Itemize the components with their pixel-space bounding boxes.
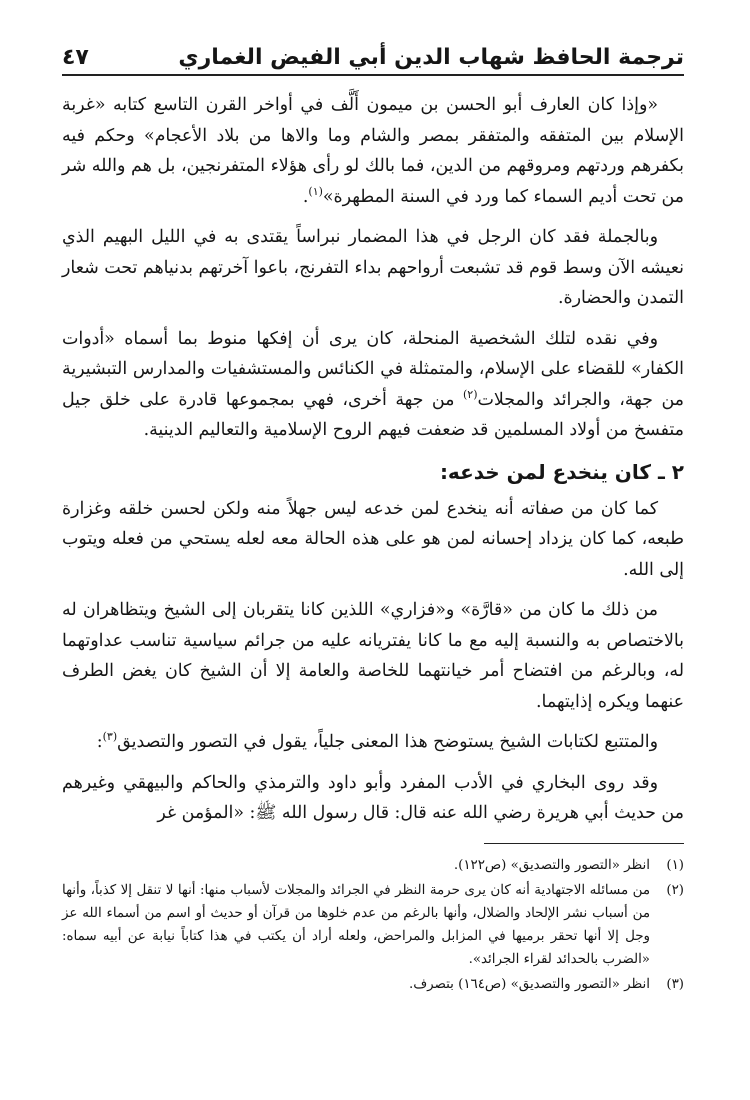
section-heading: ٢ ـ كان ينخدع لمن خدعه:	[439, 459, 684, 484]
paragraph-quote-ibn-maimun	[62, 90, 684, 212]
footnote-text: انظر «التصور والتصديق» (ص١٢٢).	[453, 857, 650, 873]
paragraph-character: كما كان من صفاته أنه ينخدع لمن خدعه ليس جهلاً منه ولكن لحسن خلقه وغزارة طبعه، كما كان يزداد إحسانه لمن هو على هذه الحالة معه لعله يستحي من فعله ويتوب إلى الله.	[62, 498, 684, 580]
paragraph-text: «وإذا كان العارف أبو الحسن بن ميمون أَلَّف في أواخر القرن التاسع كتابه «غربة الإسلام بين المتفقه والمتفقر بمصر والشام وما والاها من بلاد الأعجام» وحكم فيه بكفرهم وردتهم ومروقهم من الدين، فما بالك لو رأى هؤلاء المتفرنجين، بل هم والله شر من تحت أديم السماء كما ورد في السنة المطهرة»	[62, 95, 684, 207]
paragraph-text: والمتتبع لكتابات الشيخ يستوضح هذا المعنى جلياً، يقول في التصور والتصديق	[117, 732, 658, 752]
page-body	[62, 90, 684, 829]
footnote-2	[62, 879, 684, 971]
footnote-ref-3: (٣)	[102, 730, 118, 744]
paragraph-followup	[62, 727, 684, 758]
paragraph-text-cont: من جهة أخرى، فهي بمجموعها قادرة على خلق جيل متفسخ من أولاد المسلمين قد ضعفت فيهم الروح الإسلامية والتعاليم الدينية.	[62, 389, 684, 440]
paragraph-example: من ذلك ما كان من «قارَّة» و«فزاري» اللذين كانا يتقربان إلى الشيخ ويتظاهران له بالاختصاص به والنسبة إليه مع ما كانا يفتريانه عليه من جرائم سياسية تناسب عداوتهما له، وبالرغم من افتضاح أمر خيانتهما للخاصة والعامة إلا أن الشيخ كان يغض الطرف عنهما ويكره إذايتهما.	[62, 600, 684, 712]
paragraph-text: وفي نقده لتلك الشخصية المنحلة، كان يرى أن إفكها منوط بما أسماه «أدوات الكفار» للقضاء على الإسلام، والمتمثلة في الكنائس والمستشفيات والمدارس التبشيرية من جهة، والجرائد والمجلات	[62, 328, 684, 410]
footnote-number: (٢)	[666, 882, 684, 898]
footnote-ref-1: (١)	[308, 184, 323, 198]
running-title: ترجمة الحافظ شهاب الدين أبي الفيض الغماري	[178, 45, 684, 70]
paragraph-hadith: وقد روى البخاري في الأدب المفرد وأبو داود والترمذي والحاكم والبيهقي وغيرهم من حديث أبي هريرة رضي الله عنه قال: قال رسول الله ﷺ: «المؤمن غر	[62, 772, 684, 823]
footnote-text: انظر «التصور والتصديق» (ص١٦٤) بتصرف.	[408, 976, 650, 992]
paragraph-end: :	[96, 732, 103, 752]
footnote-number: (١)	[666, 857, 684, 873]
paragraph-summary: وبالجملة فقد كان الرجل في هذا المضمار نبراساً يقتدى به في الليل البهيم الذي نعيشه الآن وسط قوم قد تشبعت أرواحهم بداء التفرنج، باعوا آخرتهم بدنياهم تحت شعار التمدن والحضارة.	[62, 227, 684, 308]
footnote-3	[62, 973, 684, 996]
footnote-1	[62, 854, 684, 877]
page-header	[62, 30, 684, 76]
footnotes	[62, 854, 684, 996]
footnote-text: من مسائله الاجتهادية أنه كان يرى حرمة النظر في الجرائد والمجلات لأسباب منها: أنها لا تنقل إلا كذباً، وأنها من أسباب نشر الإلحاد والضلال، وأنها بالرغم من عدم خلوها من قرآن أو حديث أو اسم من أسماء الله عز وجل إلا أنها تحقر برميها في المزابل والمراحض، ولعله أراد أن يكتب في هذا كتاباً نيابة عن أبيه سماه: «الضرب بالحدائد لقراء الجرائد».	[62, 882, 650, 967]
paragraph-critique	[62, 324, 684, 446]
paragraph-end: .	[302, 186, 309, 207]
footnote-number: (٣)	[666, 976, 684, 992]
page-number: ٤٧	[62, 45, 89, 70]
book-page	[62, 30, 684, 1090]
footnote-ref-2: (٢)	[462, 387, 478, 401]
footnote-divider	[484, 843, 684, 844]
